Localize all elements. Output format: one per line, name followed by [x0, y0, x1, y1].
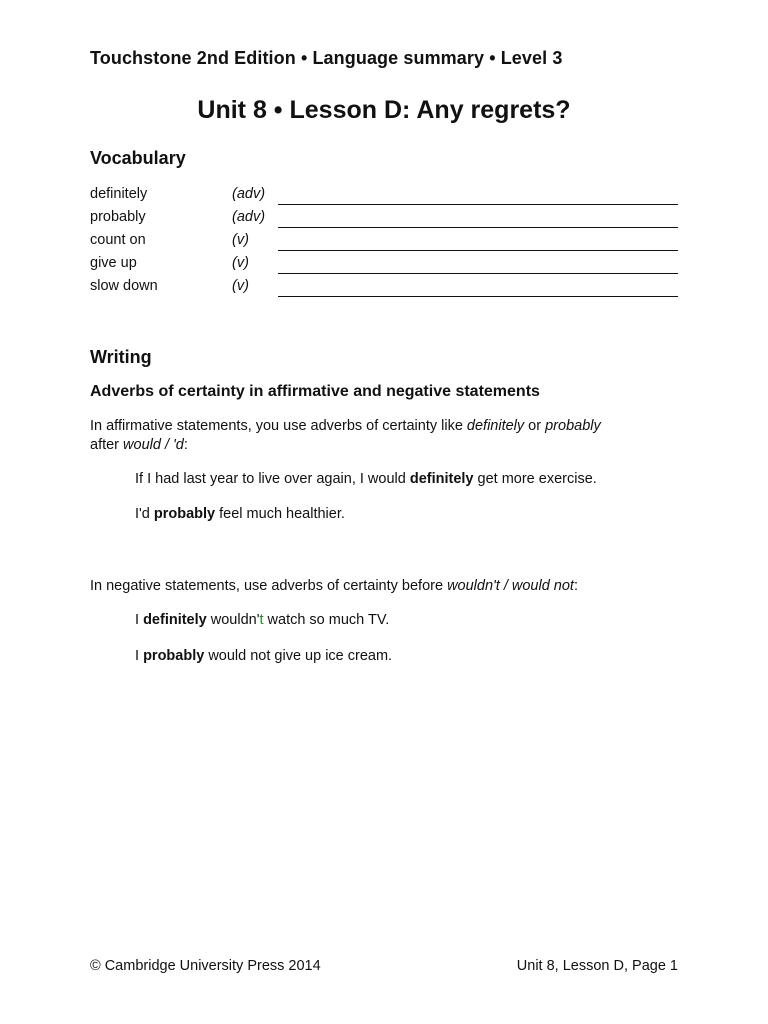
copyright-footer: © Cambridge University Press 2014 — [90, 958, 321, 974]
explanation-text: In affirmative statements, you use adverbs of certainty like — [90, 418, 467, 434]
example-sentence — [135, 506, 345, 522]
example-text: I — [135, 648, 144, 664]
answer-line — [278, 227, 678, 228]
example-text: feel much healthier. — [215, 506, 345, 522]
example-text: If I had last year to live over again, I would — [135, 471, 410, 487]
answer-line — [278, 273, 678, 274]
affirmative-explanation — [90, 417, 650, 455]
grammar-subheading: Adverbs of certainty in affirmative and negative statements — [90, 383, 540, 400]
series-title: Touchstone 2nd Edition • Language summary • Level 3 — [90, 48, 563, 68]
example-sentence — [135, 471, 597, 487]
writing-heading: Writing — [90, 347, 152, 367]
explanation-text: : — [573, 578, 578, 594]
vocab-row — [90, 255, 680, 278]
adverb-bold: probably — [143, 648, 205, 664]
highlighted-letter: t — [259, 612, 264, 628]
adverb-bold: probably — [153, 506, 216, 522]
vocab-part-of-speech: (adv) — [232, 186, 266, 202]
answer-line — [278, 296, 678, 297]
explanation-text: after — [90, 437, 124, 453]
adverb-bold: definitely — [409, 471, 474, 487]
example-text: I'd — [135, 506, 154, 522]
unit-title: Unit 8 • Lesson D: Any regrets? — [197, 96, 571, 124]
example-text: watch so much TV. — [263, 612, 390, 628]
term-wouldnt: wouldn't / would not — [447, 578, 574, 594]
explanation-text: : — [183, 437, 188, 453]
vocab-part-of-speech: (adv) — [232, 209, 266, 225]
answer-line — [278, 204, 678, 205]
term-probably: probably — [545, 418, 601, 434]
vocabulary-heading: Vocabulary — [90, 148, 186, 168]
term-definitely: definitely — [466, 418, 525, 434]
explanation-text: or — [524, 418, 546, 434]
answer-line — [278, 250, 678, 251]
explanation-text: In negative statements, use adverbs of certainty before — [90, 578, 448, 594]
example-text: get more exercise. — [473, 471, 597, 487]
page-reference: Unit 8, Lesson D, Page 1 — [516, 958, 678, 974]
vocab-word: definitely — [90, 186, 148, 202]
vocab-word: give up — [90, 255, 137, 271]
vocab-row — [90, 209, 680, 232]
vocab-word: count on — [90, 232, 146, 248]
negative-explanation — [90, 577, 650, 596]
vocab-part-of-speech: (v) — [232, 255, 249, 271]
vocab-word: probably — [90, 209, 146, 225]
adverb-bold: definitely — [143, 612, 207, 628]
vocab-row — [90, 278, 680, 301]
example-text: would not give up ice cream. — [204, 648, 393, 664]
vocab-part-of-speech: (v) — [232, 232, 249, 248]
example-text: I — [135, 612, 144, 628]
term-would: would / 'd — [123, 437, 184, 453]
vocab-word: slow down — [90, 278, 158, 294]
example-text: wouldn' — [206, 612, 260, 628]
vocab-row — [90, 232, 680, 255]
vocab-part-of-speech: (v) — [232, 278, 249, 294]
vocab-row — [90, 186, 680, 209]
example-sentence — [135, 648, 392, 664]
example-sentence — [135, 612, 389, 628]
